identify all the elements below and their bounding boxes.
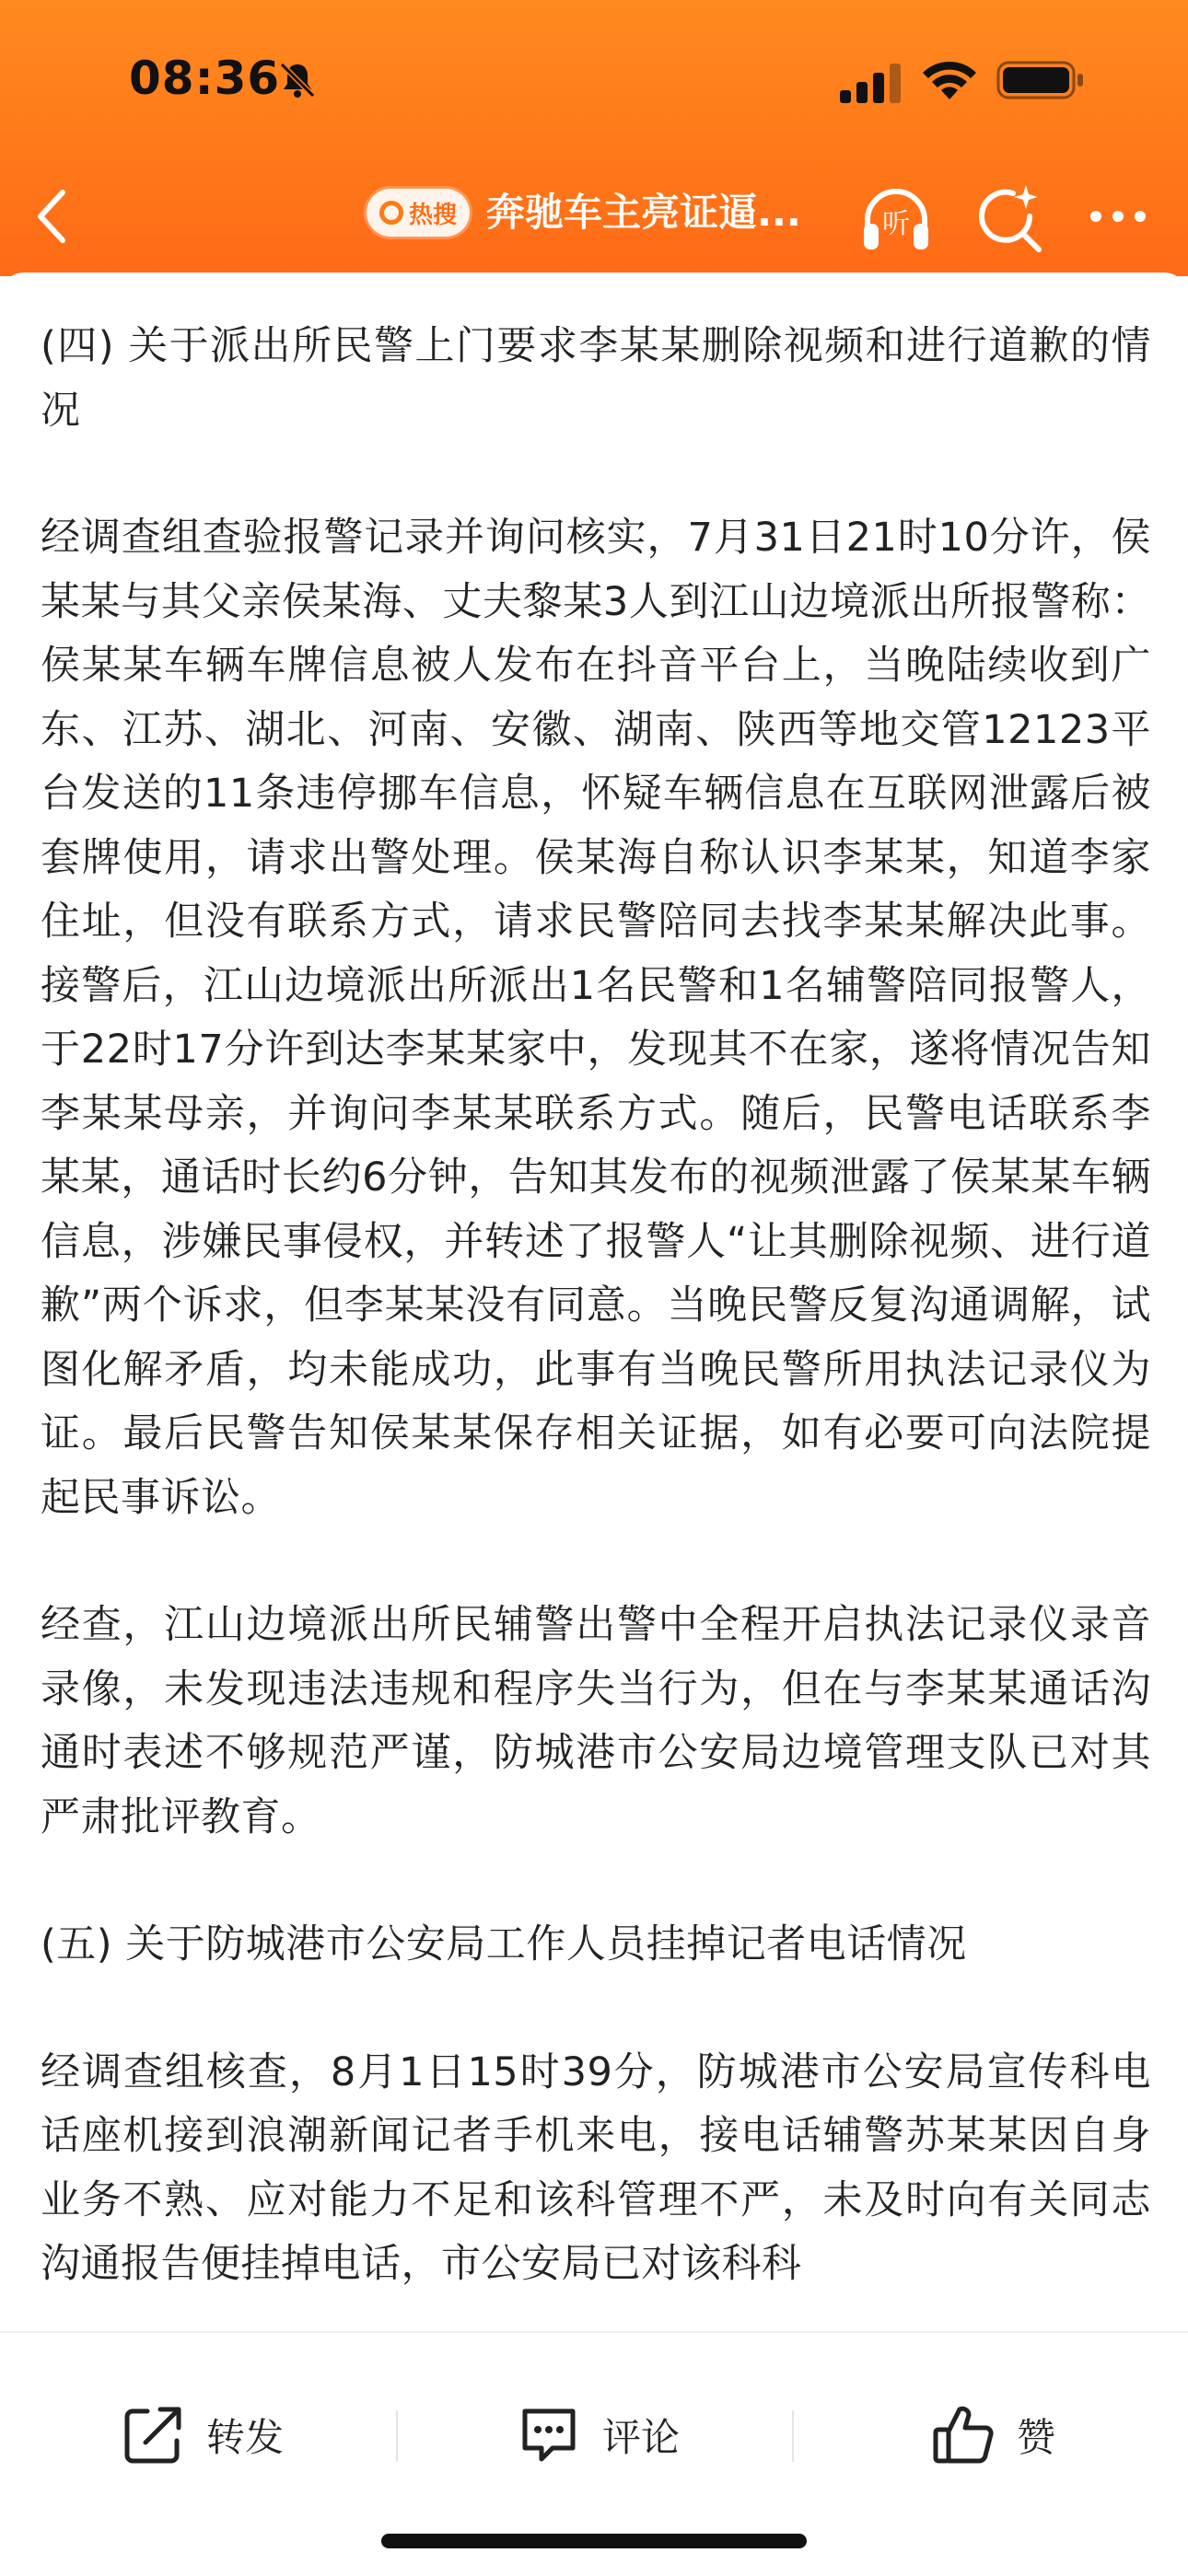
- like-label: 赞: [1017, 2415, 1056, 2460]
- cellular-signal-icon: [838, 63, 903, 103]
- status-time: 08:36: [129, 52, 281, 105]
- section-heading-4: (四) 关于派出所民警上门要求李某某删除视频和进行道歉的情况: [41, 323, 1151, 434]
- paragraph: 经调查组核查，8月1日15时39分，防城港市公安局宣传科电话座机接到浪潮新闻记者手机来电，接电话辅警苏某某因自身业务不熟、应对能力不足和该科管理不严，未及时向有关同志沟通报告便挂掉电话，市公安局已对该科科: [41, 2048, 1151, 2287]
- comment-label: 评论: [602, 2415, 681, 2460]
- search-icon: [379, 201, 403, 225]
- paragraph: 经查，江山边境派出所民辅警出警中全程开启执法记录仪录音录像，未发现违法违规和程序失当行为，但在与李某某通话沟通时表述不够规范严谨，防城港市公安局边境管理支队已对其严肃批评教育。: [41, 1602, 1151, 1840]
- article-body: [41, 315, 1151, 2331]
- back-button[interactable]: [22, 180, 81, 253]
- share-icon: [120, 2402, 186, 2468]
- divider: [396, 2410, 398, 2462]
- share-label: 转发: [206, 2415, 285, 2460]
- nav-bar: [0, 161, 1188, 276]
- comment-button[interactable]: [516, 2385, 680, 2486]
- paragraph: 经调查组查验报警记录并询问核实，7月31日21时10分许，侯某某与其父亲侯某海、丈夫黎某3人到江山边境派出所报警称：侯某某车辆车牌信息被人发布在抖音平台上，当晚陆续收到广东、江苏、湖北、河南、安徽、湖南、陕西等地交管12123平台发送的11条违停挪车信息，怀疑车辆信息在互联网泄露后被套牌使用，请求出警处理。侯某海自称认识李某某，知道李家住址，但没有联系方式，请求民警陪同去找李某某解决此事。接警后，江山边境派出所派出1名民警和1名辅警陪同报警人，于22时17分许到达李某某家中，发现其不在家，遂将情况告知李某某母亲，并询问李某某联系方式。随后，民警电话联系李某某，通话时长约6分钟，告知其发布的视频泄露了侯某某车辆信息，涉嫌民事侵权，并转述了报警人“让其删除视频、进行道歉”两个诉求，但李某某没有同意。当晚民警反复沟通调解，试图化解矛盾，均未能成功，此事有当晚民警所用执法记录仪为证。最后民警告知侯某某保存相关证据，如有必要可向法院提起民事诉讼。: [41, 515, 1151, 1521]
- divider: [792, 2410, 794, 2462]
- battery-icon: [996, 59, 1085, 101]
- hot-search-label: 热搜: [408, 201, 457, 229]
- bell-off-icon: [276, 59, 319, 101]
- comment-icon: [516, 2402, 582, 2468]
- wifi-icon: [921, 57, 978, 103]
- like-button[interactable]: [930, 2385, 1055, 2486]
- section-heading-5: (五) 关于防城港市公安局工作人员挂掉记者电话情况: [41, 1921, 967, 1967]
- status-bar: [0, 0, 1188, 161]
- svg-text:听: 听: [882, 208, 910, 240]
- more-icon[interactable]: [1081, 189, 1155, 244]
- home-indicator: [381, 2534, 807, 2548]
- page-title[interactable]: 奔驰车主亮证逼...: [486, 190, 801, 235]
- thumbs-up-icon: [930, 2402, 996, 2468]
- headphones-icon[interactable]: [856, 180, 936, 259]
- header: [0, 0, 1188, 276]
- share-button[interactable]: [120, 2385, 284, 2486]
- article-content: [0, 273, 1188, 2331]
- ai-search-icon[interactable]: [973, 181, 1046, 255]
- hot-search-badge[interactable]: [367, 189, 470, 237]
